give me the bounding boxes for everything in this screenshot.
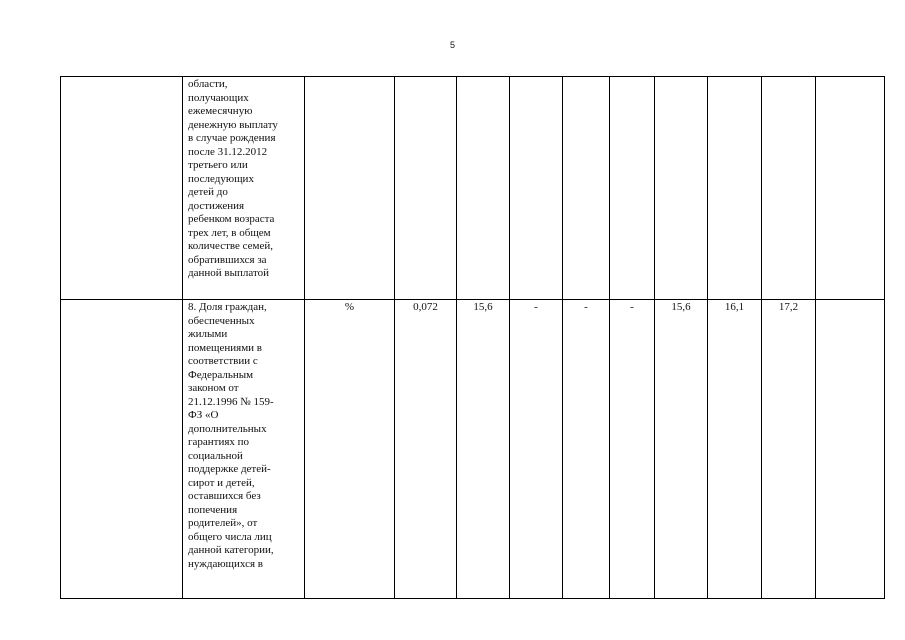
value-cell: -	[610, 300, 655, 599]
description-line: помещениями в	[188, 341, 262, 354]
value-cell: 17,2	[762, 300, 816, 599]
value-cell	[655, 77, 708, 300]
indicators-table	[60, 76, 885, 599]
description-line: трех лет, в общем	[188, 226, 271, 239]
description-line: детей до	[188, 186, 228, 198]
table-row	[61, 300, 885, 599]
unit-cell: %	[305, 300, 395, 599]
description-line: области,	[188, 78, 228, 90]
description-line: законом от	[188, 382, 239, 394]
value-cell: 15,6	[655, 300, 708, 599]
indicator-description	[183, 300, 305, 599]
description-line: третьего или	[188, 159, 248, 171]
value-cell: 15,6	[457, 300, 510, 599]
value-cell: 0,072	[395, 300, 457, 599]
description-line: в случае рождения	[188, 132, 276, 144]
value-cell	[457, 77, 510, 300]
description-line: жилыми	[188, 328, 228, 340]
value-cell	[816, 77, 885, 300]
empty-cell	[61, 300, 183, 599]
value-cell: 16,1	[708, 300, 762, 599]
value-cell: -	[510, 300, 563, 599]
description-line: обратившихся за	[188, 253, 267, 266]
description-line: соответствии с	[188, 355, 258, 367]
description-line: последующих	[188, 172, 254, 185]
description-line: достижения	[188, 199, 245, 212]
description-line: Федеральным	[188, 368, 254, 381]
description-line: количестве семей,	[188, 240, 274, 252]
value-cell	[510, 77, 563, 300]
table-row	[61, 77, 885, 300]
description-line: нуждающихся в	[188, 557, 263, 570]
description-line: общего числа лиц	[188, 530, 272, 543]
description-line: оставшихся без	[188, 490, 261, 502]
description-line: после 31.12.2012	[188, 145, 268, 158]
description-line: 8. Доля граждан,	[188, 301, 267, 313]
empty-cell	[61, 77, 183, 300]
description-line: попечения	[188, 503, 238, 516]
description-line: ребенком возраста	[188, 213, 275, 225]
description-line: обеспеченных	[188, 314, 255, 327]
description-line: получающих	[188, 91, 249, 104]
value-cell	[816, 300, 885, 599]
description-line: ФЗ «О	[188, 409, 219, 421]
description-line: сирот и детей,	[188, 476, 255, 489]
description-line: ежемесячную	[188, 105, 253, 117]
value-cell	[610, 77, 655, 300]
description-line: данной категории,	[188, 544, 274, 556]
description-line: гарантиях по	[188, 436, 250, 448]
description-line: данной выплатой	[188, 267, 269, 279]
indicator-description	[183, 77, 305, 300]
value-cell	[708, 77, 762, 300]
value-cell	[762, 77, 816, 300]
value-cell	[395, 77, 457, 300]
value-cell	[563, 77, 610, 300]
page-number: 5	[449, 40, 455, 50]
description-line: денежную выплату	[188, 118, 278, 131]
description-line: родителей», от	[188, 517, 258, 529]
description-line: 21.12.1996 № 159-	[188, 395, 274, 408]
unit-cell	[305, 77, 395, 300]
description-line: поддержке детей-	[188, 463, 271, 475]
description-line: социальной	[188, 449, 243, 462]
description-line: дополнительных	[188, 422, 267, 435]
value-cell: -	[563, 300, 610, 599]
